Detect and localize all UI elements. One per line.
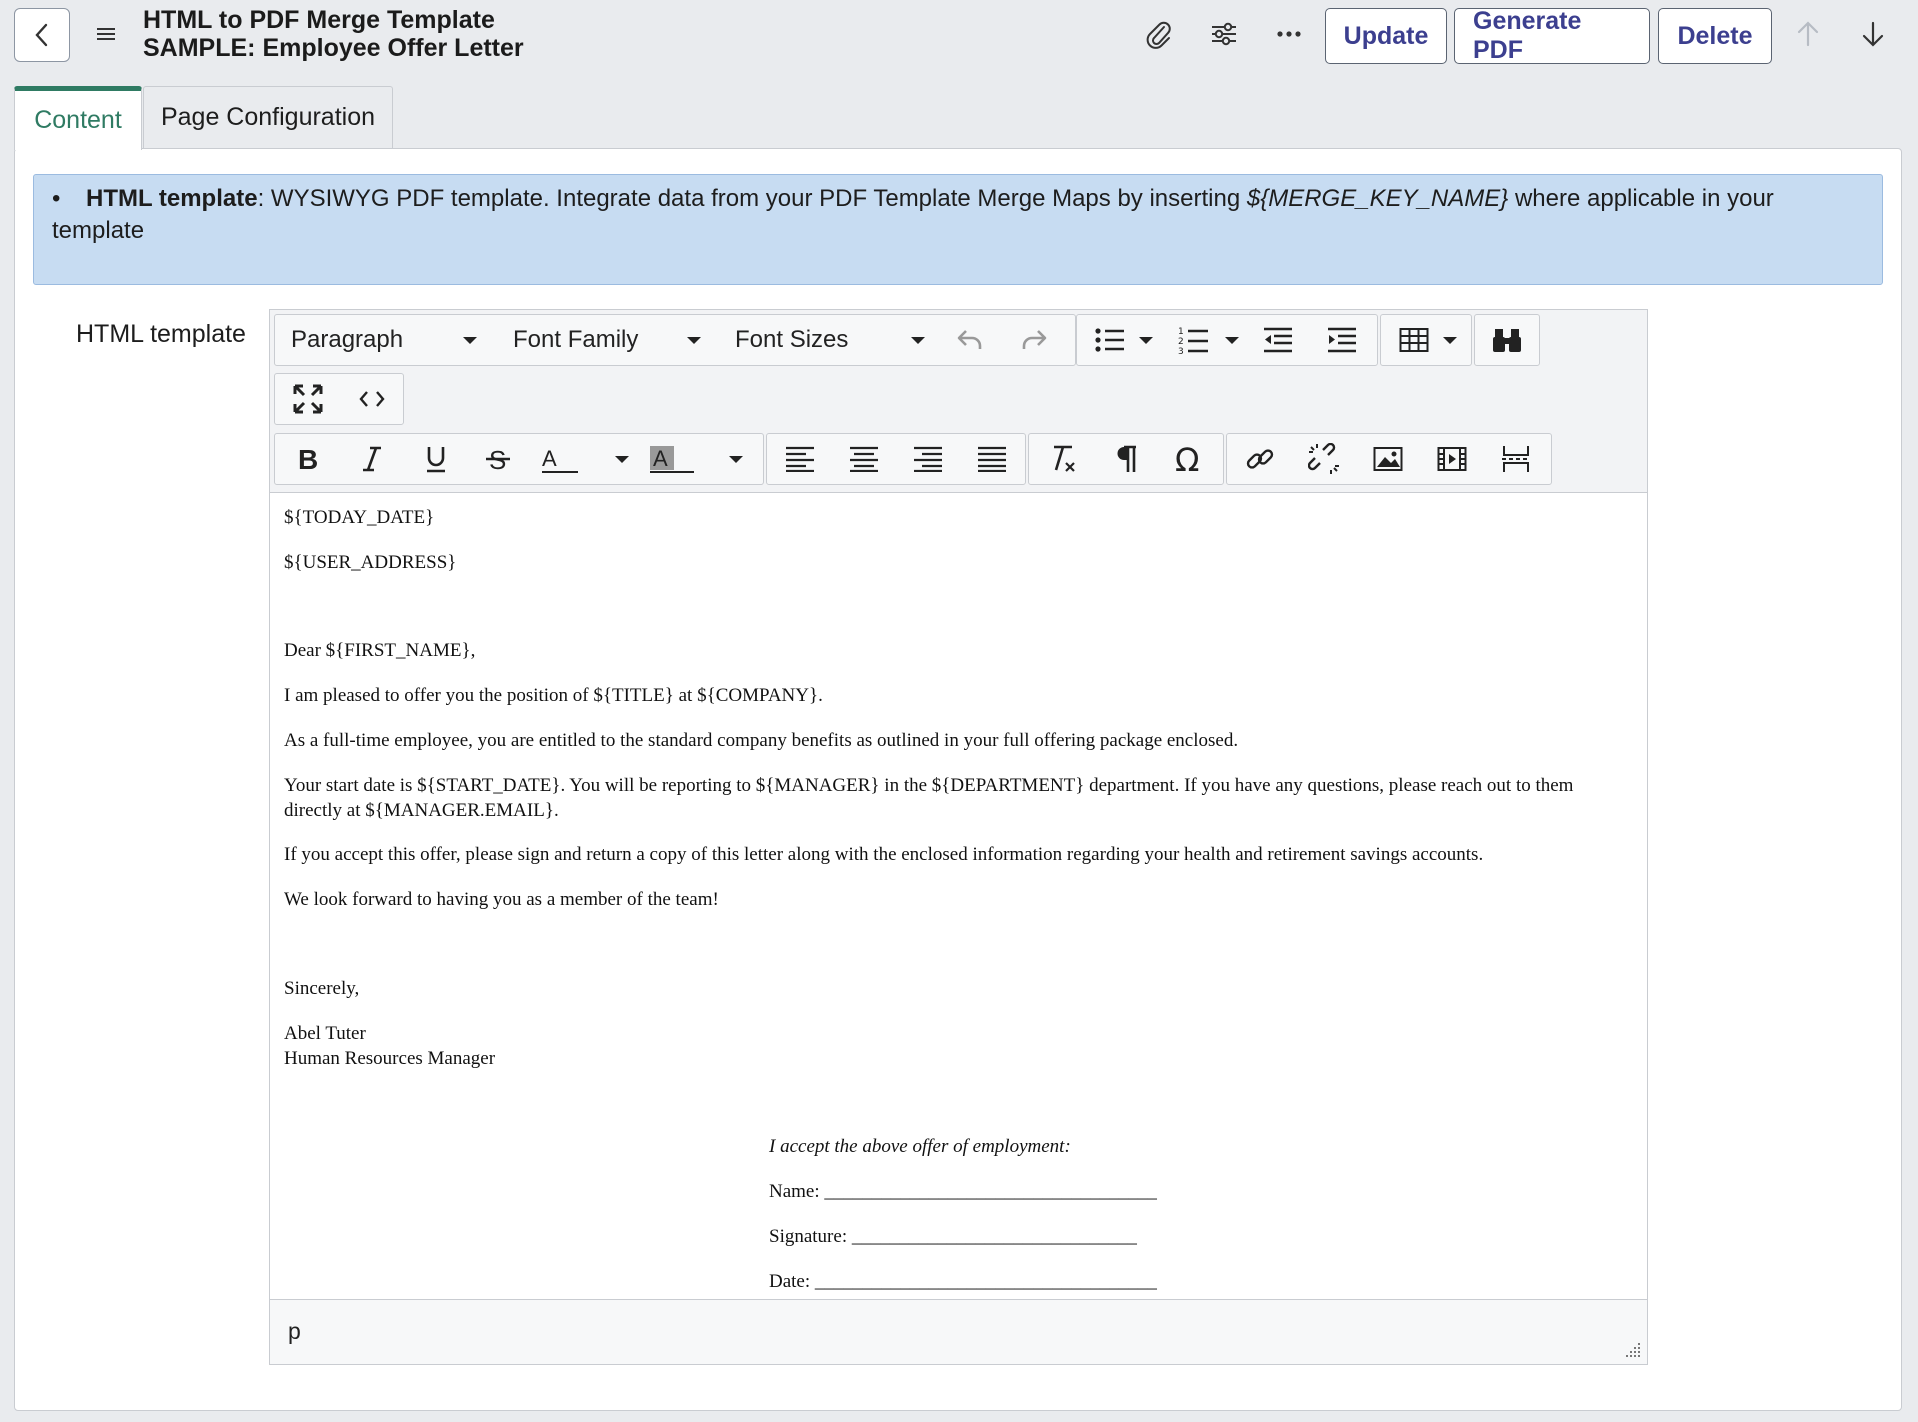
italic-icon — [361, 445, 383, 473]
code-icon — [359, 389, 385, 409]
menu-icon[interactable] — [94, 22, 118, 46]
editor-toolbar — [270, 310, 1647, 493]
strikethrough-button[interactable] — [467, 434, 529, 484]
special-character-button[interactable] — [1159, 434, 1221, 484]
pilcrow-icon — [1114, 445, 1138, 473]
toolbar-group-insert-text — [1028, 433, 1224, 485]
bullet-list-icon — [1094, 326, 1126, 354]
doc-closing: Sincerely, — [284, 978, 360, 999]
element-path[interactable]: p — [288, 1318, 301, 1344]
font-size-select[interactable] — [735, 315, 925, 365]
clear-formatting-icon — [1046, 444, 1078, 474]
chevron-down-icon[interactable] — [1443, 337, 1457, 344]
bold-button[interactable] — [277, 434, 339, 484]
font-size-value: Font Sizes — [735, 326, 849, 353]
align-left-icon — [785, 446, 815, 472]
align-center-icon — [849, 446, 879, 472]
header-bar — [0, 0, 1918, 76]
doc-signer-name: Abel Tuter — [284, 1023, 366, 1044]
outdent-button[interactable] — [1247, 315, 1309, 365]
highlight-color-icon — [650, 444, 694, 474]
table-icon — [1399, 327, 1429, 353]
align-left-button[interactable] — [769, 434, 831, 484]
delete-button[interactable]: Delete — [1658, 8, 1772, 64]
toolbar-group-table — [1380, 314, 1472, 366]
svg-text:1: 1 — [1178, 327, 1184, 337]
unlink-icon — [1308, 443, 1340, 475]
toolbar-group-text-style — [274, 433, 764, 485]
svg-text:B: B — [298, 445, 319, 473]
doc-paragraph-3: Your start date is ${START_DATE}. You will be reporting to ${MANAGER} in the ${DEPARTMENT} department. If you have any questions, please reach out to them directly at ${MANAGER.EMAIL}. — [284, 775, 1574, 821]
paperclip-icon[interactable] — [1143, 18, 1175, 50]
html-template-label: HTML template — [76, 320, 246, 348]
info-bold: HTML template — [86, 185, 258, 212]
svg-text:Ω: Ω — [1175, 444, 1200, 474]
toolbar-group-search — [1474, 314, 1540, 366]
justify-icon — [977, 446, 1007, 472]
justify-button[interactable] — [961, 434, 1023, 484]
indent-icon — [1326, 326, 1358, 354]
arrow-up-icon[interactable] — [1792, 18, 1824, 50]
arrow-down-icon[interactable] — [1857, 18, 1889, 50]
clear-formatting-button[interactable] — [1031, 434, 1093, 484]
doc-today-date: ${TODAY_DATE} — [284, 507, 435, 528]
background-color-button[interactable] — [641, 434, 703, 484]
indent-button[interactable] — [1311, 315, 1373, 365]
insert-image-button[interactable] — [1357, 434, 1419, 484]
doc-paragraph-4: If you accept this offer, please sign and return a copy of this letter along with the enclosed information regarding your health and retirement savings accounts. — [284, 844, 1484, 865]
align-right-button[interactable] — [897, 434, 959, 484]
info-merge-key: ${MERGE_KEY_NAME} — [1246, 185, 1509, 212]
strikethrough-icon — [485, 445, 511, 473]
doc-paragraph-5: We look forward to having you as a member of the team! — [284, 889, 719, 910]
show-blocks-button[interactable] — [1095, 434, 1157, 484]
back-icon — [32, 22, 52, 48]
chevron-down-icon — [687, 337, 701, 344]
chevron-down-icon[interactable] — [729, 456, 743, 463]
back-button[interactable] — [14, 8, 70, 62]
insert-link-button[interactable] — [1229, 434, 1291, 484]
bullet-icon: • — [52, 185, 61, 212]
undo-button[interactable] — [939, 315, 1001, 365]
tab-page-configuration[interactable]: Page Configuration — [143, 86, 393, 148]
sliders-icon[interactable] — [1208, 18, 1240, 50]
svg-text:S: S — [489, 445, 507, 473]
page-title — [143, 6, 524, 62]
tab-content[interactable]: Content — [14, 86, 142, 150]
underline-button[interactable] — [405, 434, 467, 484]
numbered-list-icon — [1178, 325, 1210, 355]
title-line-1: HTML to PDF Merge Template — [143, 6, 495, 34]
block-format-select[interactable] — [291, 315, 471, 365]
doc-user-address: ${USER_ADDRESS} — [284, 552, 457, 573]
svg-text:2: 2 — [1178, 337, 1184, 347]
toolbar-group-lists — [1076, 314, 1378, 366]
doc-signature-line: Signature: ______________________________ — [769, 1226, 1137, 1247]
find-replace-button[interactable] — [1476, 315, 1538, 365]
editor-statusbar — [270, 1299, 1647, 1364]
info-text: : WYSIWYG PDF template. Integrate data from your PDF Template Merge Maps by inserting — [257, 185, 1247, 212]
underline-icon — [425, 445, 447, 473]
page-break-icon — [1501, 444, 1531, 474]
page-break-button[interactable] — [1485, 434, 1547, 484]
omega-icon — [1174, 444, 1206, 474]
undo-icon — [956, 328, 984, 352]
video-icon — [1437, 446, 1467, 472]
link-icon — [1245, 444, 1275, 474]
image-icon — [1373, 446, 1403, 472]
doc-date-line: Date: ____________________________________ — [769, 1271, 1157, 1292]
svg-text:A: A — [542, 446, 557, 471]
block-format-value: Paragraph — [291, 326, 404, 353]
info-message — [33, 174, 1883, 285]
bullet-list-button[interactable] — [1079, 315, 1141, 365]
align-right-icon — [913, 446, 943, 472]
doc-accept: I accept the above offer of employment: — [769, 1136, 1071, 1157]
svg-text:A: A — [653, 446, 668, 471]
unlink-button[interactable] — [1293, 434, 1355, 484]
table-button[interactable] — [1383, 315, 1445, 365]
toolbar-group-insert-media — [1226, 433, 1552, 485]
fullscreen-button[interactable] — [277, 374, 339, 424]
italic-button[interactable] — [341, 434, 403, 484]
text-color-icon — [540, 444, 580, 474]
font-family-select[interactable] — [513, 315, 703, 365]
toolbar-group-format — [274, 314, 1076, 366]
doc-name-line: Name: ___________________________________ — [769, 1181, 1157, 1202]
font-family-value: Font Family — [513, 326, 639, 353]
doc-signer-title: Human Resources Manager — [284, 1048, 496, 1069]
update-button[interactable]: Update — [1325, 8, 1447, 64]
title-line-2: SAMPLE: Employee Offer Letter — [143, 34, 524, 62]
doc-greeting: Dear ${FIRST_NAME}, — [284, 640, 476, 661]
redo-button[interactable] — [1003, 315, 1065, 365]
text-color-button[interactable] — [529, 434, 591, 484]
insert-media-button[interactable] — [1421, 434, 1483, 484]
doc-paragraph-2: As a full-time employee, you are entitled to the standard company benefits as outlined in your full offering package enclosed. — [284, 730, 1239, 751]
svg-text:3: 3 — [1178, 347, 1184, 355]
redo-icon — [1020, 328, 1048, 352]
resize-handle-icon[interactable] — [1625, 1342, 1641, 1358]
outdent-icon — [1262, 326, 1294, 354]
source-code-button[interactable] — [341, 374, 403, 424]
html-template-editor[interactable] — [269, 309, 1648, 1365]
chevron-down-icon[interactable] — [615, 456, 629, 463]
editor-document[interactable] — [284, 505, 1634, 1305]
binoculars-icon — [1492, 326, 1522, 354]
generate-pdf-button[interactable]: Generate PDF — [1454, 8, 1650, 64]
toolbar-group-view — [274, 373, 404, 425]
numbered-list-button[interactable] — [1163, 315, 1225, 365]
align-center-button[interactable] — [833, 434, 895, 484]
chevron-down-icon — [463, 337, 477, 344]
doc-paragraph-1: I am pleased to offer you the position of ${TITLE} at ${COMPANY}. — [284, 685, 823, 706]
fullscreen-icon — [293, 384, 323, 414]
more-icon[interactable] — [1273, 18, 1305, 50]
chevron-down-icon — [911, 337, 925, 344]
chevron-down-icon[interactable] — [1139, 337, 1153, 344]
info-text-after: where applicable in your template — [52, 185, 1774, 244]
chevron-down-icon[interactable] — [1225, 337, 1239, 344]
toolbar-group-align — [766, 433, 1026, 485]
bold-icon — [297, 445, 319, 473]
